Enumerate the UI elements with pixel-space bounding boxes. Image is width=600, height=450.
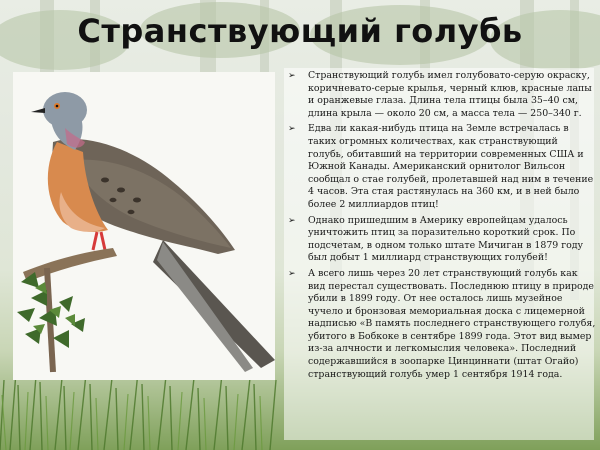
bullet-item-2 [284, 123, 596, 211]
bullet-text: Странствующий голубь имел голубовато-серую окраску, коричневато-серые крылья, черный клюв, красные лапы и оранжевые глаза. Длина тела птицы была 35–40 см, длина крыла — около 20 см, а масса тела — 250–340 г. [308, 70, 592, 119]
bird-illustration [13, 72, 275, 380]
bullet-arrow-icon: ➢ [288, 124, 296, 135]
passenger-pigeon-image [13, 72, 275, 380]
bullet-arrow-icon: ➢ [288, 71, 296, 81]
bullet-item-4 [284, 268, 596, 381]
bullet-text: Однако пришедшим в Америку европейцам удалось уничтожить птиц за поразительно короткий срок. По подсчетам, в одном только штате Мичиган в 1879 году был добыт 1 миллиард странствующих голубей! [308, 214, 584, 264]
bullet-text: Едва ли какая-нибудь птица на Земле встречалась в таких огромных количествах, как странствующий голубь, обитавший на территории современных США и Южной Канады. Американский орнитолог Вильсон сообщал о стае голубей, пролетавшей над ним в течение 4 часов. Эта стая растянулась на 360 км, и в ней было более 2 миллиардов птиц! [308, 123, 594, 210]
bullet-text: А всего лишь через 20 лет странствующий голубь как вид перестал существовать. Последнюю птицу в природе убили в 1899 году. От нее осталось лишь музейное чучело и бронзовая мемориальная доска с лицемерной надписью «В память последнего странствующего голубя, убитого в Бобкоке в сентябре 1899 года. Этот вид вымер из-за алчности и легкомыслия человека». Последний содержавшийся в зоопарке Цинциннати (штат Огайо) странствующий голубь умер 1 сентября 1914 года. [308, 267, 596, 380]
bullet-list [284, 70, 596, 384]
bullet-arrow-icon: ➢ [288, 215, 296, 226]
bullet-item-1 [284, 70, 596, 120]
bullet-arrow-icon: ➢ [288, 268, 296, 279]
bullet-item-3 [284, 215, 596, 265]
page-title: Странствующий голубь [77, 12, 523, 50]
